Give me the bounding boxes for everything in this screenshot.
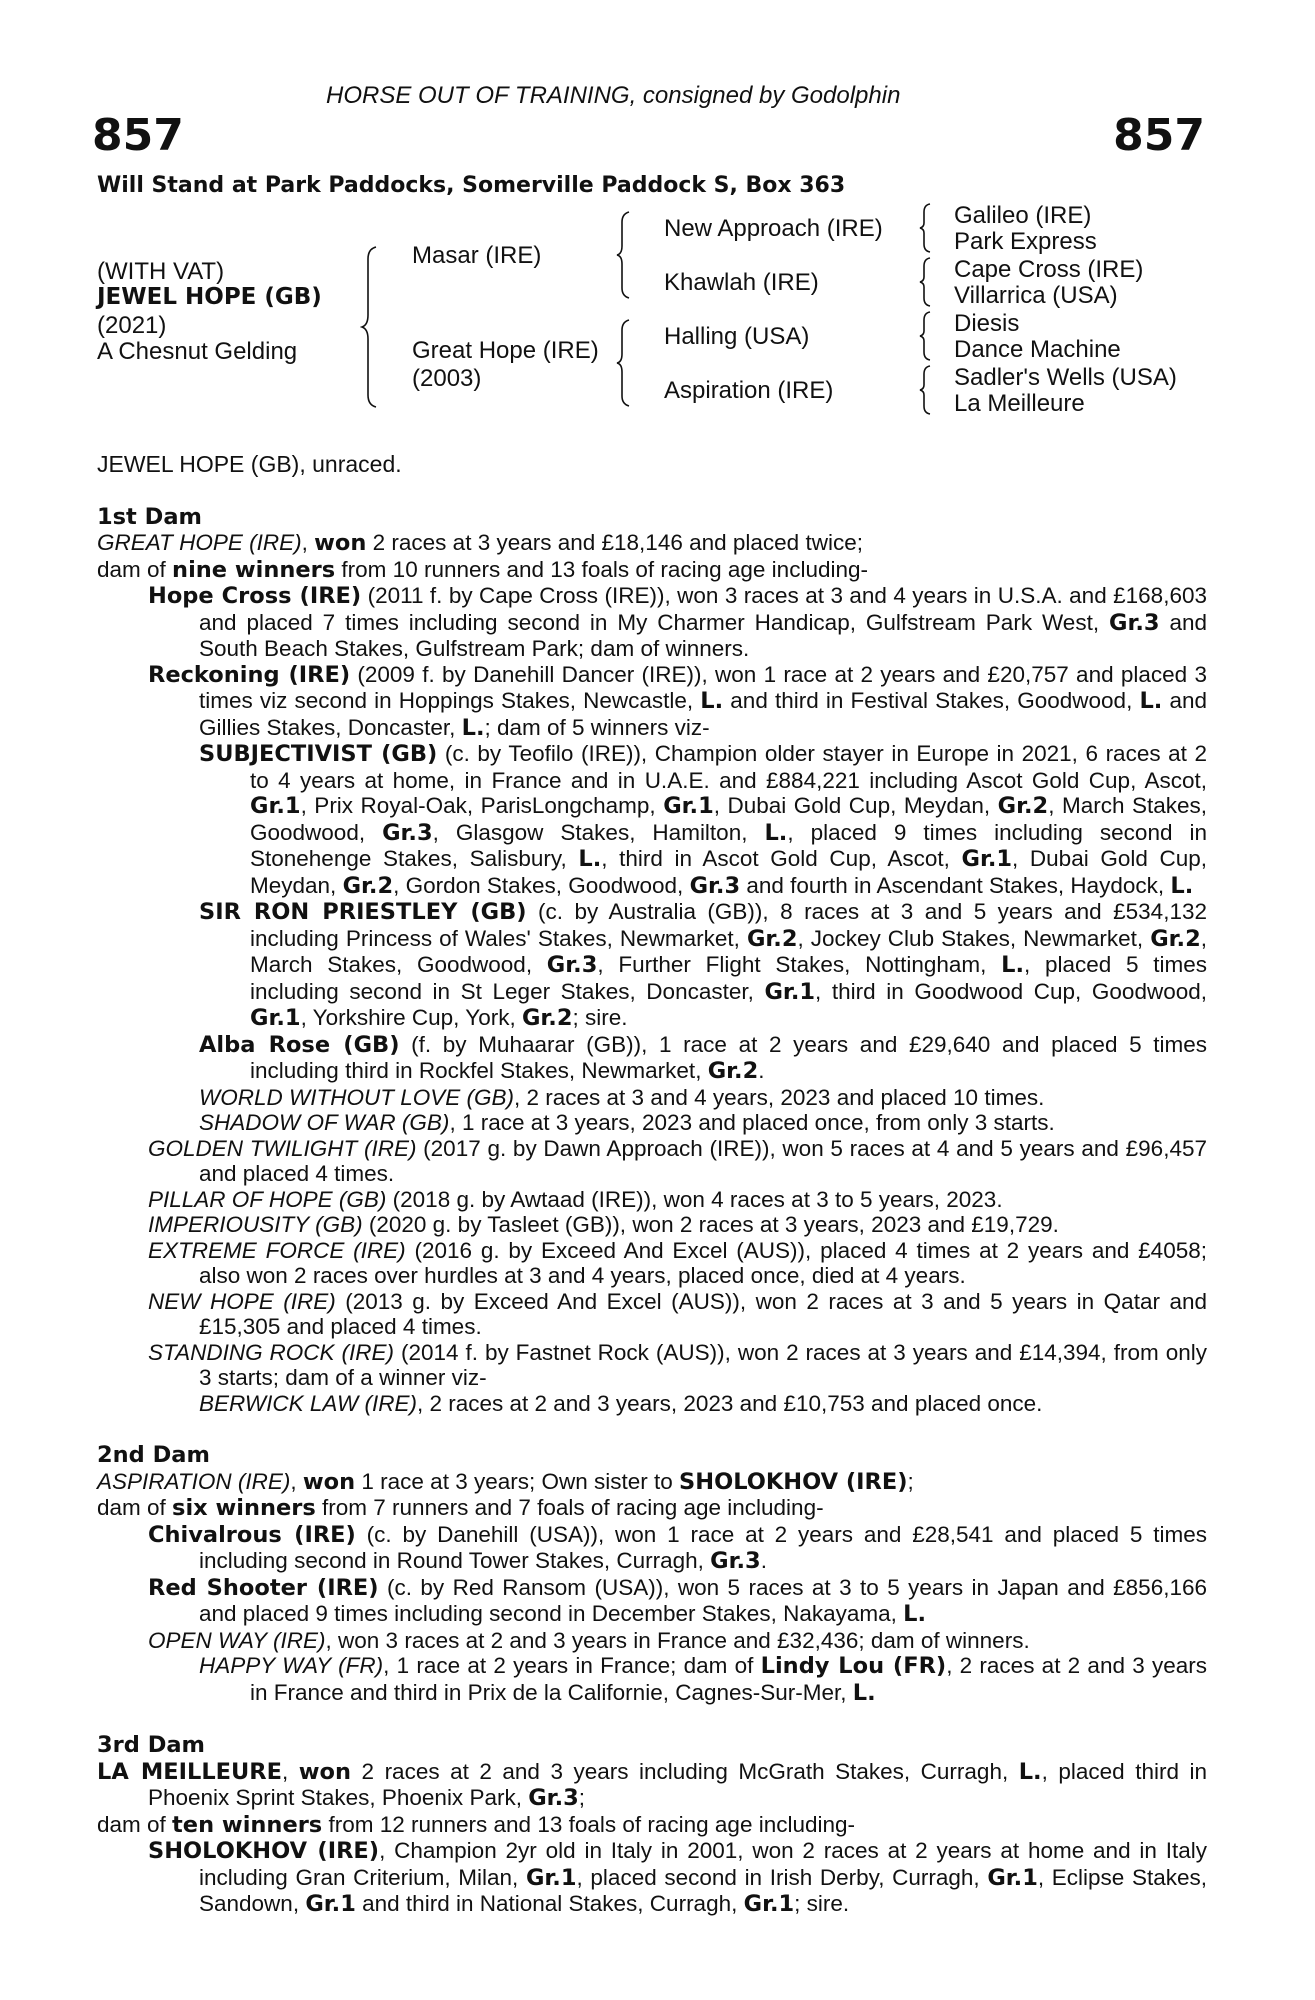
pedigree-g4: Villarrica (USA)	[954, 282, 1118, 309]
second-dam-produce: dam of six winners from 7 runners and 7 foals of racing age including-	[97, 1495, 824, 1521]
pedigree-sire-dam: Khawlah (IRE)	[664, 269, 819, 296]
pedigree-g6: Dance Machine	[954, 336, 1121, 363]
lot-number-left: 857	[92, 110, 184, 161]
pedigree-brace-main	[360, 245, 390, 410]
pedigree-g3: Cape Cross (IRE)	[954, 256, 1144, 283]
first-dam-heading: 1st Dam	[97, 503, 202, 530]
produce-sub-entry: SUBJECTIVIST (GB) (c. by Teofilo (IRE)), Champion older stayer in Europe in 2021, 6 races at 2 to 4 years at home, in France and in U.A.E. and £884,221 including Ascot Gold Cup, Ascot, Gr.1, Prix Royal-Oak, ParisLongchamp, Gr.1, Dubai Gold Cup, Meydan, Gr.2, March Stakes, Goodwood, Gr.3, Glasgow Stakes, Hamilton, L., placed 9 times including second in Stonehenge Stakes, Salisbury, L., third in Ascot Gold Cup, Ascot, Gr.1, Dubai Gold Cup, Meydan, Gr.2, Gordon Stakes, Goodwood, Gr.3 and fourth in Ascendant Stakes, Haydock, L.	[199, 741, 1208, 899]
pedigree-brace-dam	[615, 318, 640, 408]
produce-entry: EXTREME FORCE (IRE) (2016 g. by Exceed And Excel (AUS)), placed 4 times at 2 years and £4058; also won 2 races over hurdles at 3 and 4 years, placed once, died at 4 years.	[148, 1237, 1207, 1288]
produce-entry: Chivalrous (IRE) (c. by Danehill (USA)), won 1 race at 2 years and £28,541 and placed 5 times including second in Round Tower Stakes, Curragh, Gr.3.	[148, 1521, 1207, 1574]
third-dam-heading: 3rd Dam	[97, 1732, 205, 1758]
pedigree-g7: Sadler's Wells (USA)	[954, 364, 1177, 391]
produce-sub-entry: WORLD WITHOUT LOVE (GB), 2 races at 3 and 4 years, 2023 and placed 10 times.	[199, 1084, 1045, 1110]
consignment-line: HORSE OUT OF TRAINING, consigned by Godolphin	[326, 82, 901, 109]
pedigree-sire-sire: New Approach (IRE)	[664, 215, 883, 242]
pedigree-g5: Diesis	[954, 310, 1020, 337]
pedigree-brace-sire	[615, 210, 640, 300]
produce-entry: SHOLOKHOV (IRE), Champion 2yr old in Italy in 2001, won 2 races at 2 years at home and in Italy including Gran Criterium, Milan, Gr.1, placed second in Irish Derby, Curragh, Gr.1, Eclipse Stakes, Sandown, Gr.1 and third in National Stakes, Curragh, Gr.1; sire.	[148, 1838, 1207, 1917]
produce-entry: Reckoning (IRE) (2009 f. by Danehill Dancer (IRE)), won 1 race at 2 years and £20,757 and placed 3 times viz second in Hoppings Stakes, Newcastle, L. and third in Festival Stakes, Goodwood, L. and Gillies Stakes, Doncaster, L.; dam of 5 winners viz-	[148, 661, 1207, 741]
produce-entry: NEW HOPE (IRE) (2013 g. by Exceed And Excel (AUS)), won 2 races at 3 and 5 years in Qatar and £15,305 and placed 4 times.	[148, 1288, 1207, 1339]
pedigree-brace-g4	[918, 364, 938, 416]
horse-description: A Chesnut Gelding	[97, 338, 298, 365]
produce-entry: OPEN WAY (IRE), won 3 races at 2 and 3 years in France and £32,436; dam of winners.	[148, 1627, 1030, 1653]
catalogue-body	[97, 452, 1207, 1918]
pedigree-brace-g2	[918, 256, 938, 308]
produce-sub-entry: SIR RON PRIESTLEY (GB) (c. by Australia (GB)), 8 races at 3 and 5 years and £534,132 including Princess of Wales' Stakes, Newmarket, Gr.2, Jockey Club Stakes, Newmarket, Gr.2, March Stakes, Goodwood, Gr.3, Further Flight Stakes, Nottingham, L., placed 5 times including second in St Leger Stakes, Doncaster, Gr.1, third in Goodwood Cup, Goodwood, Gr.1, Yorkshire Cup, York, Gr.2; sire.	[199, 899, 1208, 1031]
produce-entry: Red Shooter (IRE) (c. by Red Ransom (USA)), won 5 races at 3 to 5 years in Japan and £856,166 and placed 9 times including second in December Stakes, Nakayama, L.	[148, 1574, 1207, 1627]
produce-entry: STANDING ROCK (IRE) (2014 f. by Fastnet Rock (AUS)), won 2 races at 3 years and £14,394, from only 3 starts; dam of a winner viz-	[148, 1339, 1207, 1390]
produce-entry: PILLAR OF HOPE (GB) (2018 g. by Awtaad (IRE)), won 4 races at 3 to 5 years, 2023.	[148, 1186, 1003, 1212]
first-dam-produce: dam of nine winners from 10 runners and 13 foals of racing age including-	[97, 556, 868, 583]
pedigree-sire: Masar (IRE)	[412, 242, 542, 269]
produce-sub-entry: HAPPY WAY (FR), 1 race at 2 years in France; dam of Lindy Lou (FR), 2 races at 2 and 3 years in France and third in Prix de la Californie, Cagnes-Sur-Mer, L.	[199, 1653, 1207, 1706]
pedigree-dam-year: (2003)	[412, 365, 482, 392]
stand-location: Will Stand at Park Paddocks, Somerville Paddock S, Box 363	[97, 173, 846, 198]
produce-entry: GOLDEN TWILIGHT (IRE) (2017 g. by Dawn Approach (IRE)), won 5 races at 4 and 5 years and £96,457 and placed 4 times.	[148, 1135, 1207, 1186]
pedigree-dam-dam: Aspiration (IRE)	[664, 377, 834, 404]
pedigree-g1: Galileo (IRE)	[954, 202, 1092, 229]
second-dam-intro: ASPIRATION (IRE), won 1 race at 3 years; Own sister to SHOLOKHOV (IRE);	[97, 1468, 914, 1495]
pedigree-brace-g3	[918, 310, 938, 362]
lot-number-right: 857	[1113, 110, 1205, 161]
pedigree-dam: Great Hope (IRE)	[412, 337, 599, 364]
pedigree-g2: Park Express	[954, 228, 1097, 255]
produce-sub-entry: BERWICK LAW (IRE), 2 races at 2 and 3 years, 2023 and £10,753 and placed once.	[199, 1390, 1043, 1416]
horse-year: (2021)	[97, 312, 167, 339]
produce-entry: IMPERIOUSITY (GB) (2020 g. by Tasleet (GB)), won 2 races at 3 years, 2023 and £19,729.	[148, 1212, 1059, 1237]
third-dam-intro: LA MEILLEURE, won 2 races at 2 and 3 years including McGrath Stakes, Curragh, L., placed third in Phoenix Sprint Stakes, Phoenix Park, Gr.3;	[97, 1758, 1207, 1811]
produce-entry: Hope Cross (IRE) (2011 f. by Cape Cross (IRE)), won 3 races at 3 and 4 years in U.S.A. and £168,603 and placed 7 times including second in My Charmer Handicap, Gulfstream Park West, Gr.3 and South Beach Stakes, Gulfstream Park; dam of winners.	[148, 583, 1207, 661]
pedigree-g8: La Meilleure	[954, 390, 1085, 417]
second-dam-heading: 2nd Dam	[97, 1442, 210, 1468]
pedigree-brace-g1	[918, 202, 938, 254]
vat-note: (WITH VAT)	[97, 258, 225, 285]
pedigree-dam-sire: Halling (USA)	[664, 323, 810, 350]
third-dam-produce: dam of ten winners from 12 runners and 13 foals of racing age including-	[97, 1811, 856, 1838]
summary-line: JEWEL HOPE (GB), unraced.	[97, 451, 402, 477]
produce-sub-entry: Alba Rose (GB) (f. by Muhaarar (GB)), 1 race at 2 years and £29,640 and placed 5 times including third in Rockfel Stakes, Newmarket, Gr.2.	[199, 1031, 1208, 1084]
produce-sub-entry: SHADOW OF WAR (GB), 1 race at 3 years, 2023 and placed once, from only 3 starts.	[199, 1110, 1055, 1135]
first-dam-intro: GREAT HOPE (IRE), won 2 races at 3 years and £18,146 and placed twice;	[97, 530, 863, 556]
horse-name: JEWEL HOPE (GB)	[97, 284, 322, 310]
